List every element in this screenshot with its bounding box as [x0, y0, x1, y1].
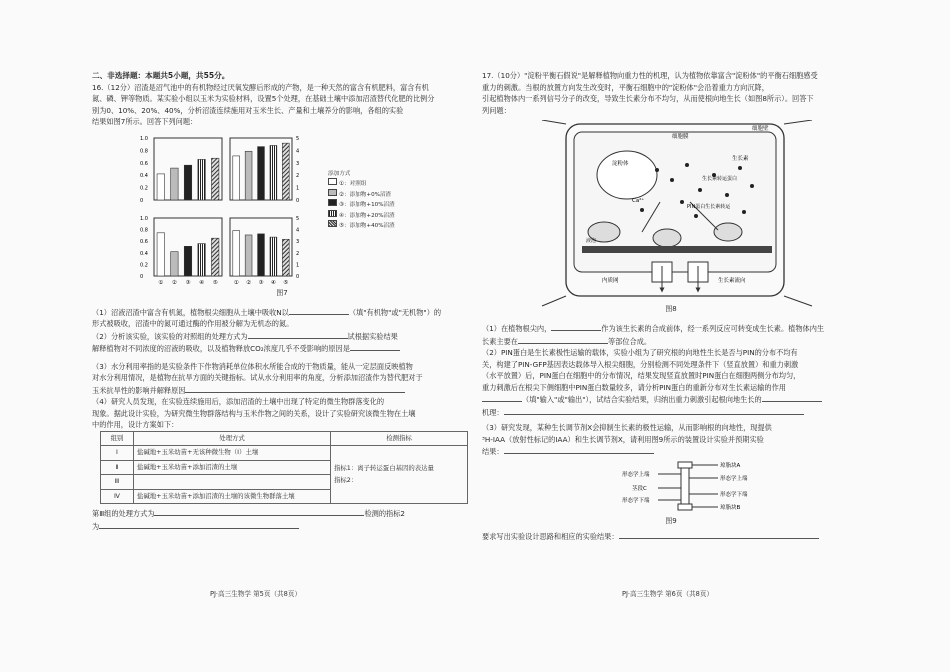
chart-bar [258, 233, 265, 275]
q16-line: 对水分利用情况，是植物在抗旱方面的关键指标。试从水分利用率的角度，分析添加沼渣作为替代肥对于 [92, 373, 423, 382]
q16-line: （3）水分利用率指的是实验条件下作物消耗单位体积水所能合成的干物质量，能从一定层面反映植物 [92, 361, 413, 371]
label-ca: Ca²⁺ [632, 198, 645, 204]
q16-line: 别为0、10%、20%、40%，分析沼渣连续施用对玉米生长、产量和土壤养分的影响，各组的实验 [92, 105, 404, 115]
q16-line: 现象。据此设计实验，为研究微生物群落结构与玉米作物之间的关系，设计了实验研究该微生物在土壤 [92, 408, 416, 418]
indicator-cell: 指标1：离子转运蛋白基因的表达量 指标2： [331, 446, 468, 504]
figure-7-charts [92, 130, 472, 295]
chart-bar [282, 143, 289, 200]
q16-4-tail: 第Ⅲ组的处理方式为 [92, 509, 155, 518]
q17-1-text: （1）在植物根尖内， [482, 324, 552, 333]
q16-4-tail-right: 检测的指标2 [364, 509, 405, 518]
answer-blank[interactable] [99, 520, 299, 529]
figure-7-label: 图7 [276, 288, 288, 297]
q17-line: 列问题： [482, 105, 511, 115]
q17-line: （2）PIN蛋白是生长素极性运输的载体，实验小组为了研究根的向地性生长是否与PIN的分布不均有 [482, 348, 798, 357]
answer-blank[interactable] [185, 384, 405, 393]
axis-tick-label: 2 [296, 250, 300, 257]
figure-7 [92, 128, 472, 298]
label-vacuole2: 液泡 [586, 238, 597, 244]
figure-8 [482, 116, 860, 316]
q17-line: 重力刺激后在根尖下侧细胞中PIN蛋白数量较多，请分析PIN蛋白的重新分布对生长素运输的作用 [482, 382, 786, 392]
chart-bar [211, 238, 218, 276]
chart-bar [184, 165, 191, 200]
axis-tick-label: 0.8 [140, 147, 148, 154]
axis-tick-label: 0.4 [140, 250, 148, 257]
label-vacuole: 淀粉体 [612, 161, 629, 167]
q16-1-text: （1）沼液沼渣中富含有机氮，植物根尖细胞从土壤中吸收N以 [92, 307, 289, 317]
axis-tick-label: 5 [296, 215, 300, 222]
right-column [482, 70, 860, 542]
answer-blank[interactable] [518, 335, 608, 344]
category-label: ② [246, 279, 252, 286]
label-left-lower: 形态学下端 [622, 497, 650, 504]
chart-bar [211, 158, 218, 200]
axis-tick-label: 0.8 [140, 227, 148, 234]
q17-line: （水平放置）后，PIN蛋白在细胞中的分布情况，结果发现竖直放置时PIN蛋白在细胞两侧分布均匀， [482, 371, 801, 380]
legend-item: ②：添加物+0%沼渣 [328, 189, 395, 200]
axis-tick-label: 0 [140, 273, 144, 280]
chart-bar [270, 145, 277, 200]
answer-blank[interactable] [289, 306, 349, 315]
axis-tick-label: 4 [296, 227, 300, 234]
answer-blank[interactable] [350, 342, 400, 351]
category-label: ④ [199, 279, 205, 286]
q17-1-text2: 长素主要在 [482, 336, 518, 346]
answer-blank[interactable] [482, 393, 522, 402]
label-cell-membrane: 细胞膜 [672, 134, 689, 140]
chart-bar [245, 151, 252, 200]
q16-2-tail: 试根据实验结果 [347, 331, 398, 341]
q16-line: 16.（12分）沼渣是沼气池中的有机物经过厌氧发酵后形成的产物，是一种天然的富含有机肥料，富含有机 [92, 82, 429, 92]
answer-blank[interactable] [504, 445, 654, 454]
axis-tick-label: 0 [296, 273, 300, 280]
q17-line: 关，构建了PIN-GFP基因表达载体导入根尖细胞，分别检测不同处理条件下（竖直放置）和重力刺激 [482, 359, 799, 369]
axis-tick-label: 1.0 [140, 135, 148, 142]
label-cell-wall: 细胞壁 [752, 126, 769, 132]
q16-line: 中的作用，设计方案如下： [92, 420, 179, 429]
legend-item: ①：对照组 [328, 178, 395, 189]
category-label: ① [158, 279, 164, 286]
axis-tick-label: 1 [296, 261, 300, 268]
table-row: Ⅲ [101, 475, 468, 490]
chart-bar [233, 155, 240, 199]
q17-line: 引起植物体内一系列信号分子的改变，导致生长素分布不均匀，从而使根向地生长（如图8所示）。回答下 [482, 94, 814, 103]
category-label: ⑤ [283, 279, 289, 286]
chart-bar [258, 146, 265, 199]
chart-bar [157, 232, 164, 275]
left-column [92, 70, 472, 532]
axis-tick-label: 0.6 [140, 238, 148, 245]
q17-sub3 [482, 422, 860, 458]
chart-bar [184, 246, 191, 276]
right-footer: PJ·高三生物学 第6页（共8页） [622, 590, 714, 598]
agar-block-b [678, 504, 692, 510]
label-lower: 形态学下端 [720, 491, 748, 498]
chart-bar [198, 243, 205, 275]
section-title: 二、非选择题：本题共5小题，共55分。 [92, 71, 230, 80]
legend-item: ⑤：添加物+40%沼渣 [328, 220, 395, 231]
chart-bar [171, 251, 178, 275]
axis-tick-label: 3 [296, 160, 300, 167]
category-label: ④ [270, 279, 276, 286]
q16-intro [92, 82, 472, 128]
er-band-right [696, 246, 772, 253]
answer-blank[interactable] [248, 330, 348, 339]
figure-8-diagram [482, 120, 860, 308]
q17-line: 17.（10分）"淀粉平衡石假说"是解释植物向重力性的机理，认为植物依靠富含"淀粉体"的平衡石细胞感受 [482, 71, 818, 80]
q17-line: ³H-IAA（放射性标记的IAA）和生长调节剂X，请利用图9所示的装置设计实验并预期实验 [482, 434, 764, 444]
q16-2-text: （2）分析该实验，该实验的对照组的处理方式为 [92, 331, 248, 341]
figure-9-diagram [482, 458, 860, 520]
answer-blank[interactable] [619, 530, 819, 539]
label-agar-a: 琼脂块A [720, 462, 741, 469]
q17-sub1 [482, 322, 860, 347]
q17-intro [482, 70, 860, 116]
q16-1-hint: （填"有机物"或"无机物"）的 [348, 307, 442, 317]
axis-tick-label: 0 [140, 197, 144, 204]
q17-2-text: 机理： [482, 407, 504, 417]
chart-bar [157, 173, 164, 199]
category-label: ② [171, 279, 177, 286]
q16-line: 形式被吸收，沼渣中的氮可通过酶的作用被分解为无机态的氮。 [92, 319, 294, 328]
legend-item: ③：添加物+10%沼渣 [328, 199, 395, 210]
category-label: ③ [258, 279, 264, 286]
axis-tick-label: 0.2 [140, 261, 148, 268]
left-footer: PJ·高三生物学 第5页（共8页） [210, 590, 302, 598]
answer-blank[interactable] [762, 393, 822, 402]
label-agar-b: 琼脂块B [720, 504, 741, 511]
label-hormone-channel: 生长素流向 [718, 278, 746, 284]
q16-sub3 [92, 361, 472, 397]
axis-tick-label: 3 [296, 238, 300, 245]
q16-sub1 [92, 306, 472, 330]
figure-9-label: 图9 [665, 516, 677, 525]
axis-tick-label: 2 [296, 172, 300, 179]
figure-7-legend [328, 170, 395, 231]
q16-4-tail2: 为 [92, 521, 100, 531]
table-row: Ⅳ 盐碱地+玉米幼苗+添加沼渣的土壤的该微生物群落土壤 [101, 489, 468, 504]
q16-sub2 [92, 330, 472, 355]
q17-line: （3）研究发现，某种生长调节剂X会抑制生长素的极性运输，从而影响根的向地性，现提供 [482, 423, 772, 432]
q17-sub2 [482, 347, 860, 418]
table-header: 组别 处理方式 检测指标 [101, 431, 468, 446]
chart-bar [270, 237, 277, 276]
axis-tick-label: 5 [296, 135, 300, 142]
axis-tick-label: 0.6 [140, 160, 148, 167]
label-left-upper: 形态学上端 [622, 471, 650, 478]
chart-bar [171, 168, 178, 200]
category-label: ① [233, 279, 239, 286]
label-left-stem: 茎段C [632, 485, 647, 492]
q16-line: 氮、磷、钾等物质。某实验小组以玉米为实验材料，设置5个处理，在基础土壤中添加沼渣替代化肥的比例分 [92, 94, 435, 103]
label-pin: PIN蛋白生长素转运 [687, 204, 731, 210]
axis-tick-label: 0.2 [140, 185, 148, 192]
axis-tick-label: 4 [296, 147, 300, 154]
q17-3-text: 结果： [482, 447, 504, 456]
q17-3-end: 要求写出实验设计思路和相应的实验结果： [482, 531, 619, 541]
answer-blank[interactable] [504, 406, 804, 415]
q17-line: 重力的刺激。当根的放置方向发生改变时，平衡石细胞中的"淀粉体"会沿着重力方向沉降， [482, 82, 769, 92]
label-transporter: 生长素转运蛋白 [702, 176, 738, 182]
label-er: 内质网 [602, 278, 619, 284]
axis-tick-label: 1 [296, 185, 300, 192]
table-row: Ⅰ 盐碱地+玉米幼苗+无该种微生物（I）土壤 指标1：离子转运蛋白基因的表达量 指标2： [101, 446, 468, 461]
amyloplast-right [714, 223, 742, 241]
q17-1-mid: 作为该生长素的合成前体，经一系列反应可转变成生长素。植物体内生 [601, 324, 825, 333]
q16-line: （4）研究人员发现，在实验连续施用后，添加沼渣的土壤中出现了特定的微生物群落变化的 [92, 397, 385, 406]
chart-bar [245, 234, 252, 275]
label-upper: 形态学上端 [720, 475, 748, 482]
experiment-table [100, 431, 468, 505]
q16-2-text: 解释植物对不同浓度的沼液的吸收，以及植物释放CO₂浓度几乎不受影响的原因是 [92, 344, 350, 353]
chart-bar [198, 159, 205, 200]
category-label: ③ [185, 279, 191, 286]
axis-tick-label: 1.0 [140, 215, 148, 222]
figure-9 [482, 458, 860, 528]
table-row: Ⅱ 盐碱地+玉米幼苗+添加沼渣的土壤 [101, 460, 468, 475]
axis-tick-label: 0.4 [140, 172, 148, 179]
category-label: ⑤ [212, 279, 218, 286]
vacuole-shape [597, 151, 657, 199]
q17-2-text: （填"输入"或"输出"），试结合实验结果，归纳出重力刺激引起根向地生长的 [522, 395, 762, 404]
legend-title: 添加方式 [328, 170, 351, 177]
q17-1-end: 等部位合成。 [607, 336, 652, 346]
agar-block-a [678, 462, 692, 468]
chart-bar [282, 239, 289, 276]
q16-line: 结果如图7所示。回答下列问题： [92, 117, 198, 126]
axis-tick-label: 0 [296, 197, 300, 204]
q16-sub4 [92, 396, 472, 431]
q16-3-text: 玉米抗旱性的影响并解释原因 [92, 385, 186, 395]
stem-segment [681, 468, 689, 504]
amyloplast-mid [653, 229, 681, 247]
chart-bar [233, 230, 240, 275]
answer-blank[interactable] [551, 322, 601, 331]
legend-item: ④：添加物+20%沼渣 [328, 210, 395, 221]
label-growth-hormone: 生长素 [732, 156, 749, 162]
figure-8-label: 图8 [665, 305, 677, 313]
answer-blank[interactable] [154, 507, 364, 516]
